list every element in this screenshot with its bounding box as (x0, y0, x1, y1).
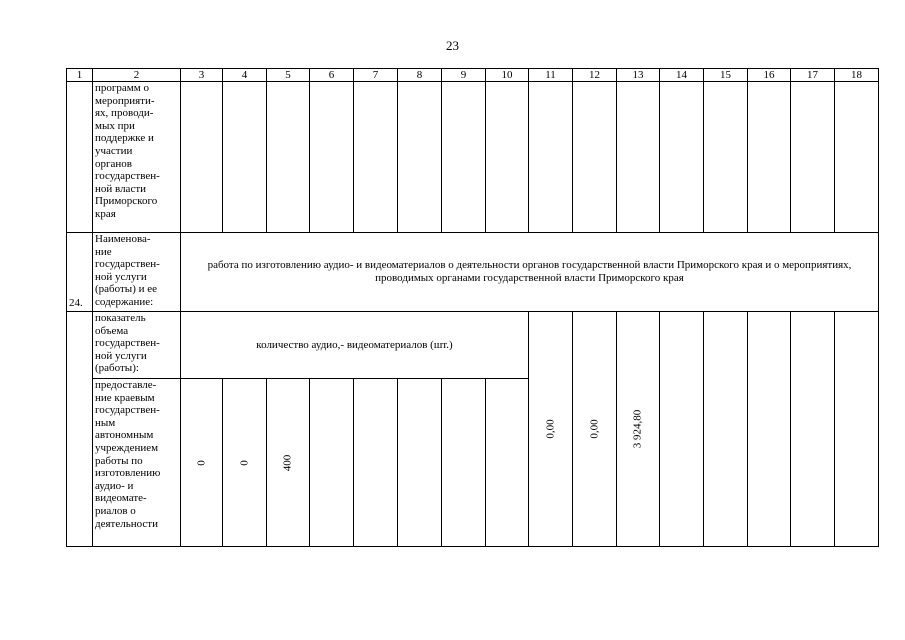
header-cell-12: 12 (573, 69, 617, 82)
header-cell-10: 10 (486, 69, 529, 82)
header-cell-16: 16 (748, 69, 791, 82)
header-cell-3: 3 (181, 69, 223, 82)
value-col11-text: 0,00 (544, 419, 557, 439)
header-cell-5: 5 (267, 69, 310, 82)
row-number: 24. (67, 233, 93, 312)
indicator-content: количество аудио,- видеоматериалов (шт.) (181, 312, 529, 379)
table-row-continued (67, 82, 879, 233)
header-cell-11: 11 (529, 69, 573, 82)
value-col5-text: 400 (281, 454, 294, 471)
header-cell-7: 7 (354, 69, 398, 82)
provision-label: предоставле- ние краевым государствен- ным автономным учреждением работы по изготовлению аудио- и видеомате- риалов о деятельности (93, 379, 181, 547)
value-col3-text: 0 (195, 459, 208, 466)
value-col13 (617, 312, 660, 547)
value-col5 (267, 379, 310, 547)
page-number: 23 (446, 38, 459, 53)
service-name-label: Наименова- ние государствен- ной услуги (работы) и ее содержание: (93, 233, 181, 312)
value-col13-text: 3 924,80 (631, 409, 644, 449)
header-cell-15: 15 (704, 69, 748, 82)
header-cell-14: 14 (660, 69, 704, 82)
table-row-indicator (67, 312, 879, 379)
value-col4-text: 0 (238, 459, 251, 466)
header-cell-6: 6 (310, 69, 354, 82)
header-cell-4: 4 (223, 69, 267, 82)
budget-table (66, 68, 879, 547)
header-cell-2: 2 (93, 69, 181, 82)
header-cell-18: 18 (835, 69, 879, 82)
value-col11 (529, 312, 573, 547)
value-col12-text: 0,00 (588, 419, 601, 439)
header-cell-17: 17 (791, 69, 835, 82)
header-cell-1: 1 (67, 69, 93, 82)
service-content: работа по изготовлению аудио- и видеоматериалов о деятельности органов государственной власти Приморского края и о мероприятиях, проводимых органами государственной власти Приморского края (181, 233, 879, 312)
value-col3 (181, 379, 223, 547)
continued-name-cell: программ о мероприяти- ях, проводи- мых при поддержке и участии органов государствен- ной власти Приморского края (93, 82, 181, 233)
header-row (67, 69, 879, 82)
table-row-24 (67, 233, 879, 312)
header-cell-13: 13 (617, 69, 660, 82)
value-col12 (573, 312, 617, 547)
header-cell-8: 8 (398, 69, 442, 82)
indicator-label: показатель объема государствен- ной услуги (работы): (93, 312, 181, 379)
header-cell-9: 9 (442, 69, 486, 82)
value-col4 (223, 379, 267, 547)
